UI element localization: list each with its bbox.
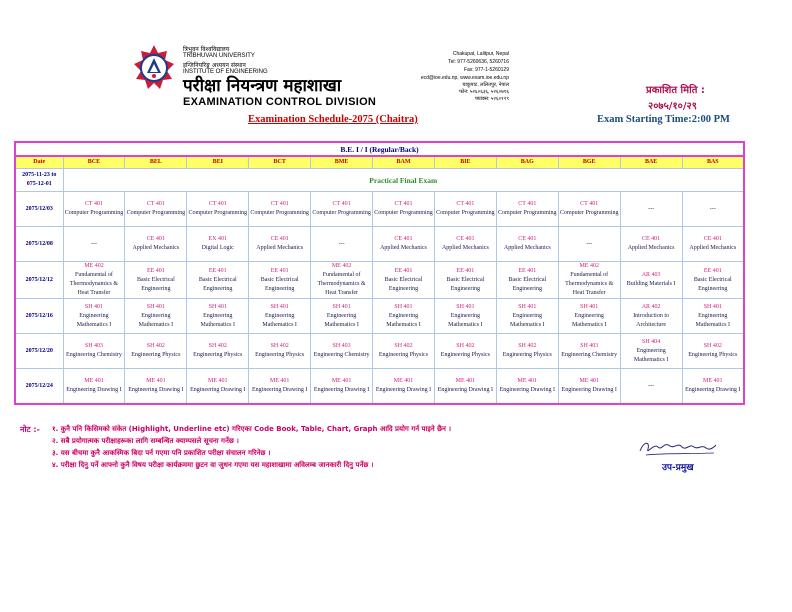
- exam-cell: [558, 227, 620, 262]
- subject-code: CT 401: [580, 201, 599, 207]
- subject-name: Computer Programming: [498, 210, 557, 216]
- exam-cell: [63, 369, 125, 405]
- exam-date: 2075/12/20: [15, 334, 63, 369]
- division-name-nepali: परीक्षा नियन्त्रण महाशाखा: [183, 76, 342, 96]
- subject-code: CT 401: [518, 201, 537, 207]
- subject-code: EX 401: [208, 236, 228, 242]
- exam-cell: [125, 299, 187, 334]
- contact-address-nepali: चाकुपाट, ललितपुर, नेपाल: [462, 82, 509, 88]
- subject-name: ---: [648, 205, 655, 212]
- subject-name: Engineering Drawing I: [437, 387, 494, 393]
- exam-cell: [187, 192, 249, 227]
- header-program: BGE: [558, 156, 620, 169]
- signatory-title: उप-प्रमुख: [662, 463, 694, 473]
- subject-code: SH 401: [518, 303, 537, 310]
- subject-code: ME 402: [579, 263, 599, 269]
- exam-cell: [620, 262, 682, 299]
- exam-cell: [558, 192, 620, 227]
- exam-cell: [249, 262, 311, 299]
- subject-name: Engineering Physics: [193, 352, 243, 358]
- practical-label: Practical Final Exam: [63, 169, 744, 192]
- contact-tel: Tel: 977-5260636, 5260716: [448, 59, 509, 65]
- exam-cell: [63, 334, 125, 369]
- subject-name: Fundamental of Thermodynamics & Heat Transfer: [565, 272, 614, 296]
- subject-name: Engineering Mathematics I: [76, 312, 112, 328]
- subject-code: SH 402: [518, 343, 537, 349]
- exam-cell: [496, 192, 558, 227]
- header-program: BEI: [187, 156, 249, 169]
- exam-cell: [125, 192, 187, 227]
- header-program: BCT: [249, 156, 311, 169]
- subject-code: CT 401: [456, 201, 475, 207]
- subject-code: SH 401: [208, 303, 227, 310]
- subject-name: Engineering Chemistry: [561, 352, 618, 358]
- subject-name: Engineering Mathematics I: [633, 347, 669, 363]
- exam-cell: [434, 262, 496, 299]
- exam-date: 2075/12/12: [15, 262, 63, 299]
- schedule-title: Examination Schedule-2075 (Chaitra): [248, 114, 418, 125]
- subject-code: SH 401: [270, 303, 289, 310]
- header-program: BAS: [682, 156, 744, 169]
- subject-name: Engineering Drawing I: [128, 387, 184, 393]
- subject-code: CE 401: [394, 236, 413, 242]
- subject-code: ME 401: [269, 378, 290, 384]
- exam-cell: [496, 299, 558, 334]
- subject-code: SH 403: [580, 343, 599, 349]
- exam-cell: [496, 334, 558, 369]
- exam-cell: [249, 227, 311, 262]
- subject-name: Fundamental of Thermodynamics & Heat Transfer: [69, 272, 119, 296]
- exam-cell: [434, 192, 496, 227]
- exam-cell: [311, 334, 373, 369]
- exam-cell: [125, 334, 187, 369]
- subject-code: EE 401: [270, 267, 289, 274]
- subject-name: Engineering Drawing I: [313, 387, 370, 393]
- subject-code: SH 404: [642, 338, 661, 345]
- note-item: ४. परीक्षा दिनु पर्ने आफ्नो कुनै विषय परीक्षा कार्यक्रममा छुटन वा जुधन गएमा यस महाशाखामा अविलम्ब जानकारी दिनु पर्नेछ ।: [52, 461, 374, 469]
- subject-code: ME 401: [703, 378, 723, 384]
- subject-code: ME 401: [393, 378, 414, 384]
- university-name-nepali: त्रिभुवन विश्वविद्यालय: [183, 46, 230, 53]
- exam-cell: [558, 334, 620, 369]
- table-header-row: [15, 156, 744, 169]
- subject-code: CE 401: [146, 236, 165, 242]
- subject-code: SH 401: [703, 303, 722, 310]
- subject-code: EE 401: [208, 267, 227, 274]
- exam-cell: [620, 227, 682, 262]
- exam-cell: [187, 227, 249, 262]
- header-program: BAG: [496, 156, 558, 169]
- subject-name: ---: [338, 240, 345, 247]
- exam-cell: [496, 369, 558, 405]
- division-name-english: EXAMINATION CONTROL DIVISION: [183, 96, 377, 108]
- exam-cell: [558, 369, 620, 405]
- note-item: ३. यस बीचमा कुनै आकस्मिक बिदा पर्न गएमा पनि प्रकाशित परीक्षा संचालन गरिनेछ ।: [52, 449, 271, 457]
- exam-cell: [373, 299, 435, 334]
- subject-code: ME 402: [84, 263, 104, 269]
- subject-code: CE 401: [703, 236, 722, 242]
- subject-name: Computer Programming: [126, 210, 186, 216]
- exam-cell: [434, 227, 496, 262]
- subject-code: CT 401: [208, 201, 227, 207]
- exam-cell: [682, 262, 744, 299]
- exam-cell: [187, 369, 249, 405]
- practical-date: 2075-11-23 to 075-12-01: [15, 169, 63, 192]
- university-name-english: TRIBHUVAN UNIVERSITY: [183, 53, 255, 59]
- subject-code: ME 401: [455, 378, 476, 384]
- subject-name: Engineering Physics: [131, 352, 181, 358]
- header-program: BME: [311, 156, 373, 169]
- exam-cell: [434, 369, 496, 405]
- subject-code: ME 401: [146, 378, 166, 384]
- exam-cell: [125, 262, 187, 299]
- subject-code: CT 401: [332, 201, 351, 207]
- subject-name: Engineering Physics: [440, 352, 490, 358]
- subject-name: Engineering Chemistry: [66, 352, 122, 358]
- exam-cell: [187, 334, 249, 369]
- subject-code: CT 401: [146, 201, 165, 207]
- subject-code: ME 401: [579, 378, 599, 384]
- subject-name: Basic Electrical Engineering: [446, 276, 485, 292]
- subject-code: SH 403: [332, 343, 351, 349]
- subject-code: EE 401: [456, 267, 475, 274]
- subject-code: SH 403: [84, 343, 104, 349]
- exam-cell: [63, 227, 125, 262]
- exam-start-time: Exam Starting Time:2:00 PM: [597, 114, 730, 125]
- exam-cell: [311, 369, 373, 405]
- exam-cell: [682, 192, 744, 227]
- subject-name: Computer Programming: [250, 210, 309, 216]
- subject-name: Introduction to Architecture: [633, 312, 670, 328]
- subject-name: ---: [90, 240, 97, 247]
- institute-name-english: INSTITUTE OF ENGINEERING: [183, 69, 268, 75]
- note-item: १. कुनै पनि किसिमको संकेत (Highlight, Underline etc) गरिएका Code Book, Table, Chart, Graph आदि प्रयोग गर्न पाइने छैन ।: [52, 425, 451, 433]
- exam-cell: [187, 299, 249, 334]
- table-title: B.E. I / I (Regular/Back): [15, 142, 744, 156]
- exam-cell: [373, 369, 435, 405]
- subject-code: ME 401: [517, 378, 538, 384]
- subject-code: CT 401: [394, 201, 413, 207]
- subject-name: Engineering Mathematics I: [200, 312, 236, 328]
- subject-name: Digital Logic: [201, 245, 234, 251]
- subject-name: Applied Mechanics: [627, 245, 675, 251]
- table-title-row: [15, 142, 744, 156]
- subject-code: CE 401: [642, 236, 661, 242]
- subject-code: CT 401: [270, 201, 289, 207]
- exam-cell: [63, 192, 125, 227]
- subject-name: Computer Programming: [312, 210, 371, 216]
- exam-cell: [373, 227, 435, 262]
- subject-name: Computer Programming: [188, 210, 248, 216]
- tu-emblem-icon: [130, 44, 178, 92]
- exam-cell: [249, 334, 311, 369]
- subject-name: Computer Programming: [436, 210, 495, 216]
- subject-code: ME 401: [84, 378, 104, 384]
- subject-code: SH 401: [146, 303, 165, 310]
- exam-cell: [496, 227, 558, 262]
- subject-name: Engineering Mathematics I: [386, 312, 421, 328]
- subject-code: SH 401: [580, 303, 599, 310]
- exam-cell: [249, 299, 311, 334]
- header-program: BEL: [125, 156, 187, 169]
- exam-cell: [249, 192, 311, 227]
- exam-cell: [682, 369, 744, 405]
- subject-name: Engineering Physics: [688, 352, 738, 358]
- subject-name: Engineering Physics: [502, 352, 552, 358]
- subject-name: Engineering Chemistry: [313, 352, 370, 358]
- subject-code: ME 401: [331, 378, 352, 384]
- subject-code: ME 402: [331, 263, 352, 269]
- subject-code: SH 401: [332, 303, 351, 310]
- subject-name: ---: [648, 382, 655, 389]
- exam-date: 2075/12/16: [15, 299, 63, 334]
- subject-name: Engineering Physics: [255, 352, 305, 358]
- subject-code: EE 401: [394, 267, 413, 274]
- exam-cell: [620, 369, 682, 405]
- subject-code: SH 401: [394, 303, 413, 310]
- exam-cell: [249, 369, 311, 405]
- subject-name: Engineering Physics: [378, 352, 429, 358]
- published-date-value: २०७५/१०/२९: [648, 101, 697, 112]
- subject-name: Engineering Mathematics I: [571, 312, 607, 328]
- subject-name: Engineering Drawing I: [375, 387, 432, 393]
- table-row: [15, 227, 744, 262]
- table-row: [15, 334, 744, 369]
- exam-cell: [682, 227, 744, 262]
- note-label: नोट :-: [20, 425, 40, 434]
- subject-name: Computer Programming: [559, 210, 619, 216]
- subject-code: CT 401: [84, 201, 103, 207]
- subject-name: Engineering Mathematics I: [695, 312, 731, 328]
- subject-name: ---: [709, 205, 716, 212]
- published-date-label: प्रकाशित मिति :: [646, 85, 705, 96]
- header-program: BAM: [373, 156, 435, 169]
- exam-cell: [558, 299, 620, 334]
- exam-cell: [682, 299, 744, 334]
- practical-row: [15, 169, 744, 192]
- subject-code: AR 402: [641, 303, 661, 310]
- exam-date: 2075/12/08: [15, 227, 63, 262]
- contact-email: ecd@ioe.edu.np, www.exam.ioe.edu.np: [420, 75, 509, 81]
- exam-cell: [682, 334, 744, 369]
- subject-name: Building Materials I: [626, 281, 676, 287]
- subject-name: Engineering Mathematics I: [510, 312, 545, 328]
- subject-name: Basic Electrical Engineering: [260, 276, 299, 292]
- subject-code: EE 401: [518, 267, 537, 274]
- subject-code: SH 402: [456, 343, 475, 349]
- exam-cell: [373, 192, 435, 227]
- subject-name: Basic Electrical Engineering: [384, 276, 423, 292]
- subject-name: Engineering Drawing I: [685, 387, 741, 393]
- exam-cell: [496, 262, 558, 299]
- exam-cell: [373, 262, 435, 299]
- subject-name: Computer Programming: [64, 210, 124, 216]
- table-row: [15, 299, 744, 334]
- subject-name: Applied Mechanics: [441, 245, 489, 251]
- exam-cell: [434, 334, 496, 369]
- subject-name: Engineering Drawing I: [252, 387, 308, 393]
- subject-name: Basic Electrical Engineering: [508, 276, 547, 292]
- exam-schedule-table: [14, 141, 745, 405]
- subject-code: EE 401: [703, 267, 722, 274]
- subject-code: CE 401: [270, 236, 289, 242]
- table-row: [15, 369, 744, 405]
- header-program: BIE: [434, 156, 496, 169]
- subject-code: SH 402: [703, 343, 722, 349]
- subject-name: Applied Mechanics: [503, 245, 551, 251]
- subject-name: Engineering Mathematics I: [448, 312, 483, 328]
- subject-code: AR 403: [641, 272, 661, 278]
- subject-name: Engineering Drawing I: [499, 387, 555, 393]
- subject-code: CE 401: [518, 236, 537, 242]
- subject-name: Applied Mechanics: [689, 245, 737, 251]
- table-row: [15, 192, 744, 227]
- exam-cell: [434, 299, 496, 334]
- subject-code: EE 401: [146, 267, 165, 274]
- subject-code: CE 401: [456, 236, 475, 242]
- subject-name: Applied Mechanics: [256, 245, 304, 251]
- exam-cell: [125, 227, 187, 262]
- table-row: [15, 262, 744, 299]
- subject-code: SH 402: [394, 343, 413, 349]
- header-program: BCE: [63, 156, 125, 169]
- contact-address: Chakupat, Lalitpur, Nepal: [452, 51, 509, 57]
- subject-name: Computer Programming: [374, 210, 433, 216]
- subject-name: Applied Mechanics: [132, 245, 180, 251]
- institute-name-nepali: इन्जिनियरिङ्ग अध्ययन संस्थान: [183, 62, 246, 69]
- note-item: २. सबै प्रयोगात्मक परीक्षाहरूका लागि सम्बन्धित क्याम्पसले सूचना गर्नेछ ।: [52, 437, 239, 445]
- subject-name: Basic Electrical Engineering: [693, 276, 732, 292]
- subject-name: Basic Electrical Engineering: [136, 276, 175, 292]
- exam-cell: [620, 334, 682, 369]
- subject-code: SH 401: [84, 303, 104, 310]
- exam-cell: [620, 299, 682, 334]
- subject-name: Engineering Mathematics I: [138, 312, 174, 328]
- exam-cell: [311, 299, 373, 334]
- exam-cell: [311, 192, 373, 227]
- header-program: BAE: [620, 156, 682, 169]
- exam-cell: [620, 192, 682, 227]
- subject-name: Engineering Mathematics I: [324, 312, 359, 328]
- exam-cell: [63, 299, 125, 334]
- subject-name: Basic Electrical Engineering: [198, 276, 237, 292]
- header-date: Date: [15, 156, 63, 169]
- exam-cell: [311, 262, 373, 299]
- exam-cell: [311, 227, 373, 262]
- contact-fax-nepali: फ्याक्स: ५२६०१२९: [475, 96, 509, 102]
- subject-code: ME 401: [208, 378, 228, 384]
- exam-cell: [373, 334, 435, 369]
- subject-name: Engineering Mathematics I: [262, 312, 297, 328]
- signature-image: [636, 437, 720, 459]
- contact-phone-nepali: फोन: ५२६०६३६, ५२६०७१६: [459, 89, 509, 95]
- subject-name: Engineering Drawing I: [190, 387, 246, 393]
- exam-date: 2075/12/24: [15, 369, 63, 405]
- subject-name: Engineering Drawing I: [66, 387, 122, 393]
- subject-code: SH 401: [456, 303, 475, 310]
- exam-cell: [63, 262, 125, 299]
- subject-code: SH 402: [270, 343, 289, 349]
- subject-code: SH 402: [208, 343, 227, 349]
- exam-date: 2075/12/03: [15, 192, 63, 227]
- subject-name: Engineering Drawing I: [561, 387, 617, 393]
- subject-code: SH 402: [146, 343, 165, 349]
- contact-fax: Fax: 977-1-5260129: [463, 67, 509, 73]
- exam-cell: [125, 369, 187, 405]
- exam-cell: [187, 262, 249, 299]
- subject-name: Applied Mechanics: [380, 245, 427, 251]
- subject-name: Fundamental of Thermodynamics & Heat Transfer: [317, 272, 366, 296]
- subject-name: ---: [586, 240, 593, 247]
- exam-cell: [558, 262, 620, 299]
